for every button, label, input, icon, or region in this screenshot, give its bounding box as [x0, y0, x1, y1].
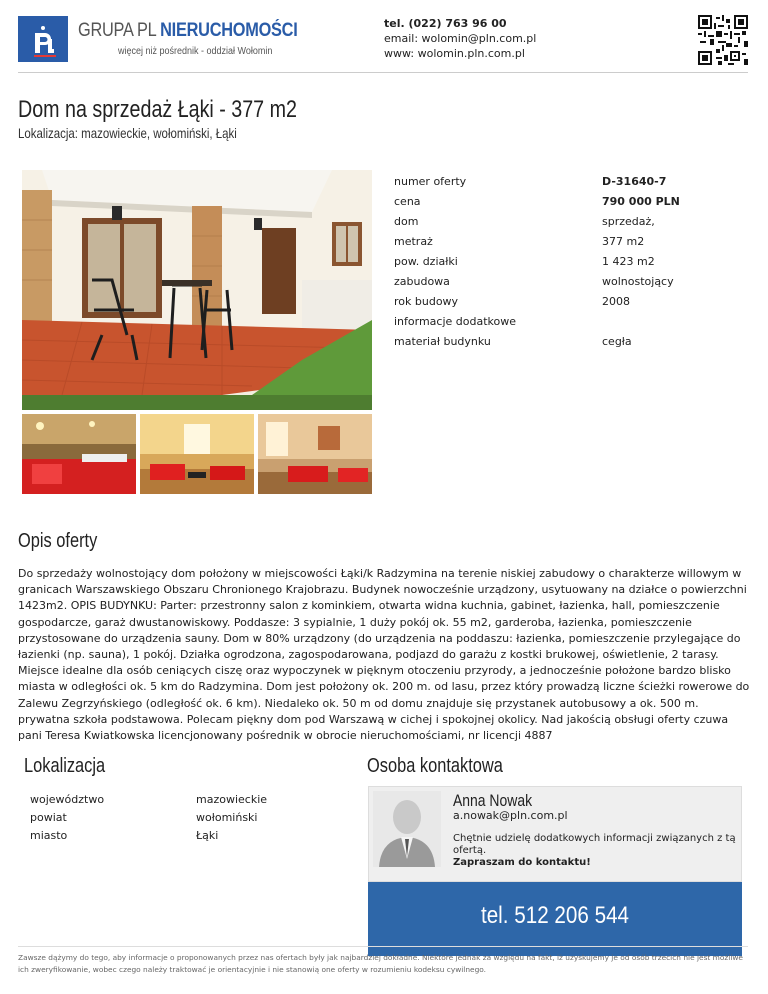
detail-row — [394, 191, 748, 211]
agency-email[interactable]: email: wolomin@pln.com.pl — [384, 32, 537, 45]
detail-label: numer oferty — [394, 174, 467, 188]
location-table — [30, 790, 330, 844]
detail-label: materiał budynku — [394, 334, 491, 348]
location-row — [30, 808, 330, 826]
detail-value: D-31640-7 — [602, 174, 667, 188]
detail-value: 1 423 m2 — [602, 254, 655, 268]
agency-website[interactable]: www: wolomin.pln.com.pl — [384, 47, 525, 60]
contact-heading: Osoba kontaktowa — [367, 755, 503, 777]
contact-phone-box[interactable] — [368, 882, 742, 956]
footer-divider — [18, 946, 748, 947]
person-avatar-icon — [373, 791, 441, 867]
detail-row — [394, 171, 748, 191]
patio-image — [22, 170, 372, 410]
contact-card — [368, 786, 742, 882]
main-property-photo[interactable] — [22, 170, 372, 410]
offer-details-table — [394, 171, 748, 351]
description-heading: Opis oferty — [18, 530, 98, 552]
kitchen-image — [22, 414, 136, 494]
contact-email[interactable]: a.nowak@pln.com.pl — [453, 809, 568, 822]
location-label: powiat — [30, 810, 67, 824]
detail-value: 790 000 PLN — [602, 194, 680, 208]
location-heading: Lokalizacja — [24, 755, 106, 777]
qr-code-icon — [698, 15, 748, 65]
location-label: miasto — [30, 828, 68, 842]
detail-row — [394, 251, 748, 271]
detail-value: 2008 — [602, 294, 630, 308]
thumbnail-salon[interactable] — [258, 414, 372, 494]
detail-value: cegła — [602, 334, 632, 348]
contact-message: Chętnie udzielę dodatkowych informacji związanych z tą ofertą. — [453, 833, 736, 856]
detail-label: rok budowy — [394, 294, 459, 308]
thumbnail-living-room[interactable] — [140, 414, 254, 494]
detail-label: cena — [394, 194, 421, 208]
location-label: województwo — [30, 792, 105, 806]
detail-label: informacje dodatkowe — [394, 314, 517, 328]
thumbnail-kitchen[interactable] — [22, 414, 136, 494]
location-row — [30, 790, 330, 808]
contact-cta: Zapraszam do kontaktu! — [453, 857, 591, 868]
location-value: wołomiński — [196, 810, 258, 824]
page-title: Dom na sprzedaż Łąki - 377 m2 — [18, 96, 297, 123]
agency-phone[interactable]: tel. (022) 763 96 00 — [384, 17, 507, 30]
pl-logo-icon — [18, 16, 68, 62]
brand-tagline: więcej niż pośrednik - oddział Wołomin — [118, 46, 273, 57]
agency-contact — [384, 16, 536, 61]
header-divider — [18, 72, 748, 73]
living-room-image — [140, 414, 254, 494]
location-subtitle: Lokalizacja: mazowieckie, wołomiński, Łąki — [18, 125, 237, 141]
location-value: mazowieckie — [196, 792, 268, 806]
location-value: Łąki — [196, 828, 219, 842]
detail-label: dom — [394, 214, 419, 228]
detail-row — [394, 311, 748, 331]
salon-image — [258, 414, 372, 494]
contact-phone[interactable]: tel. 512 206 544 — [480, 902, 630, 929]
detail-row — [394, 271, 748, 291]
company-logo[interactable] — [18, 16, 68, 62]
detail-row — [394, 331, 748, 351]
detail-label: pow. działki — [394, 254, 458, 268]
detail-label: zabudowa — [394, 274, 450, 288]
brand-name: GRUPA PL NIERUCHOMOŚCI — [78, 20, 298, 41]
description-text: Do sprzedaży wolnostojący dom położony w miejscowości Łąki/k Radzymina na terenie niskiej zabudowy o charakterze willowym w granicach Warszawskiego Obszaru Chronionego Krajobrazu. Budynek nowocześnie urządzony, usytuowany na działce o powierzchni 1423m2. OPIS BUDYNKU: Parter: przestronny salon z kominkiem, otwarta widna kuchnia, gabinet, łazienka, hall, pomieszczenie gospodarcze, garaż dwustanowiskowy. Poddasze: 3 sypialnie, 1 duży pokój ok. 55 m2, garderoba, łazienka, pomieszczenie przystosowane do urządzenia sauny. Dom w 80% urządzony (do urządzenia na poddaszu: łazienka, pomieszczenie przylegające do łazienki (np. sauna), 1 pokój. Działka ogrodzona, zagospodarowana, podjazd do garażu z kostki brukowej, oświetlenie, 2 tarasy. Miejsce idealne dla osób ceniących ciszę oraz wypoczynek w pięknym otoczeniu przyrody, a jednocześnie położone bardzo blisko miasta w odległości ok. 5 km do Radzymina. Dom jest położony ok. 200 m. od lasu, przez który prowadzą liczne ścieżki rowerowe do Zalewu Zegrzyńskiego (odległość ok. 6 km). Niedaleko ok. 50 m od domu znajduje się przystanek autobusowy a ok. 500 m. prywatna szkoła podstawowa. Polecam piękny dom pod Warszawą w cichej i spokojnej okolicy. Nad jakością obsługi oferty czuwa pani Teresa Kwiatkowska licencjonowany pośrednik w obrocie nieruchomościami, nr licencji 4887 — [18, 567, 750, 743]
location-row — [30, 826, 330, 844]
disclaimer-text: Zawsze dążymy do tego, aby informacje o proponowanych przez nas ofertach były jak najbardziej dokładne. Niektóre jednak za względu na fakt, iż uzyskujemy je od osób trzecich nie jest możliwe ich zweryfikowanie, wobec czego należy traktować je orientacyjnie i nie stanowią one oferty w rozumieniu kodeksu cywilnego. — [18, 953, 743, 974]
detail-value: 377 m2 — [602, 234, 645, 248]
detail-label: metraż — [394, 234, 433, 248]
detail-row — [394, 291, 748, 311]
detail-row — [394, 231, 748, 251]
detail-value: wolnostojący — [602, 274, 674, 288]
contact-name: Anna Nowak — [453, 791, 533, 810]
photo-thumbnails — [22, 414, 372, 494]
detail-value: sprzedaż, — [602, 214, 655, 228]
detail-row — [394, 211, 748, 231]
